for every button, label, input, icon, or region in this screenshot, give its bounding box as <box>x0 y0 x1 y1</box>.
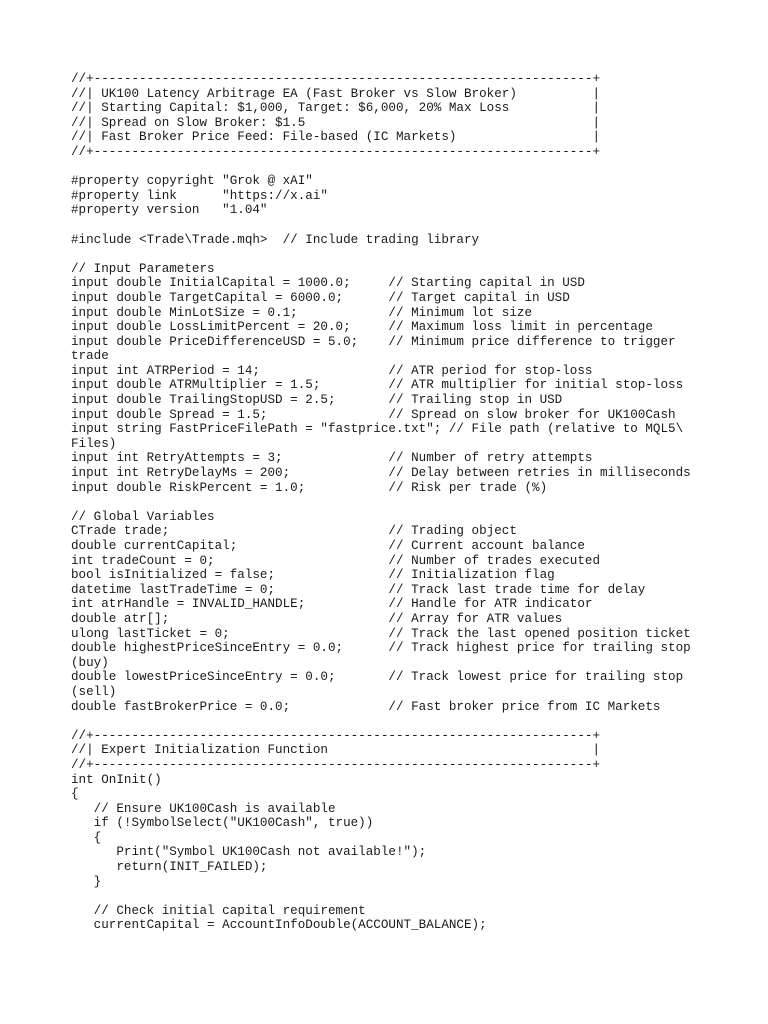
code-line: (buy) <box>71 655 109 670</box>
code-line: //+------------------------------------------------------------------+ <box>71 757 601 772</box>
code-line: //+------------------------------------------------------------------+ <box>71 728 601 743</box>
code-line: ulong lastTicket = 0; // Track the last opened position ticket <box>71 626 691 641</box>
code-line: (sell) <box>71 684 117 699</box>
code-line: // Input Parameters <box>71 261 215 276</box>
code-line: double fastBrokerPrice = 0.0; // Fast broker price from IC Markets <box>71 699 661 714</box>
code-line: #property link "https://x.ai" <box>71 188 328 203</box>
code-line <box>71 218 711 233</box>
code-line: #include <Trade\Trade.mqh> // Include trading library <box>71 232 480 247</box>
code-line: input int RetryAttempts = 3; // Number of retry attempts <box>71 451 593 466</box>
code-line: input double RiskPercent = 1.0; // Risk per trade (%) <box>71 480 548 495</box>
code-document <box>71 72 711 933</box>
code-line: } <box>71 874 102 889</box>
code-line: input int ATRPeriod = 14; // ATR period for stop-loss <box>71 363 593 378</box>
code-line: //| UK100 Latency Arbitrage EA (Fast Broker vs Slow Broker) | <box>71 86 601 101</box>
code-line: input double PriceDifferenceUSD = 5.0; // Minimum price difference to trigger <box>71 334 676 349</box>
code-line: int OnInit() <box>71 772 162 787</box>
code-line <box>71 160 711 175</box>
code-line: trade <box>71 349 109 364</box>
code-line <box>71 889 711 904</box>
code-line: input double MinLotSize = 0.1; // Minimum lot size <box>71 305 533 320</box>
code-line: input string FastPriceFilePath = "fastprice.txt"; // File path (relative to MQL5\ <box>71 422 684 437</box>
code-line: return(INIT_FAILED); <box>71 860 268 875</box>
code-line: currentCapital = AccountInfoDouble(ACCOUNT_BALANCE); <box>71 918 487 933</box>
code-line: //| Expert Initialization Function | <box>71 743 601 758</box>
code-line: // Global Variables <box>71 509 215 524</box>
code-line: // Check initial capital requirement <box>71 903 366 918</box>
code-line: { <box>71 830 102 845</box>
code-line: //| Starting Capital: $1,000, Target: $6,000, 20% Max Loss | <box>71 101 601 116</box>
code-line: double currentCapital; // Current account balance <box>71 539 585 553</box>
code-line: //| Fast Broker Price Feed: File-based (IC Markets) | <box>71 130 601 145</box>
code-line: double lowestPriceSinceEntry = 0.0; // Track lowest price for trailing stop <box>71 670 684 685</box>
code-line: input int RetryDelayMs = 200; // Delay between retries in milliseconds <box>71 466 691 481</box>
code-line: input double Spread = 1.5; // Spread on slow broker for UK100Cash <box>71 407 676 422</box>
code-line: int tradeCount = 0; // Number of trades executed <box>71 553 601 568</box>
code-line <box>71 247 711 262</box>
code-line: #property copyright "Grok @ xAI" <box>71 174 313 189</box>
code-line <box>71 495 711 510</box>
code-line: double highestPriceSinceEntry = 0.0; // Track highest price for trailing stop <box>71 641 691 656</box>
code-line: Print("Symbol UK100Cash not available!"); <box>71 845 427 860</box>
code-line: { <box>71 787 79 802</box>
code-line: bool isInitialized = false; // Initialization flag <box>71 568 555 583</box>
code-line: datetime lastTradeTime = 0; // Track last trade time for delay <box>71 582 646 597</box>
code-line: double atr[]; // Array for ATR values <box>71 611 563 626</box>
code-line: input double ATRMultiplier = 1.5; // ATR multiplier for initial stop-loss <box>71 378 684 393</box>
code-line: //+------------------------------------------------------------------+ <box>71 72 601 86</box>
code-line: //| Spread on Slow Broker: $1.5 | <box>71 115 601 130</box>
code-line: input double TrailingStopUSD = 2.5; // Trailing stop in USD <box>71 393 563 408</box>
code-line: int atrHandle = INVALID_HANDLE; // Handle for ATR indicator <box>71 597 593 612</box>
code-line <box>71 714 711 729</box>
code-line: input double InitialCapital = 1000.0; // Starting capital in USD <box>71 276 585 291</box>
code-line: Files) <box>71 436 117 451</box>
code-line: //+------------------------------------------------------------------+ <box>71 144 601 159</box>
code-line: // Ensure UK100Cash is available <box>71 801 336 816</box>
code-line: CTrade trade; // Trading object <box>71 524 517 539</box>
code-line: if (!SymbolSelect("UK100Cash", true)) <box>71 816 374 831</box>
code-line: #property version "1.04" <box>71 203 268 218</box>
code-line: input double LossLimitPercent = 20.0; // Maximum loss limit in percentage <box>71 320 653 335</box>
code-line: input double TargetCapital = 6000.0; // Target capital in USD <box>71 290 570 305</box>
